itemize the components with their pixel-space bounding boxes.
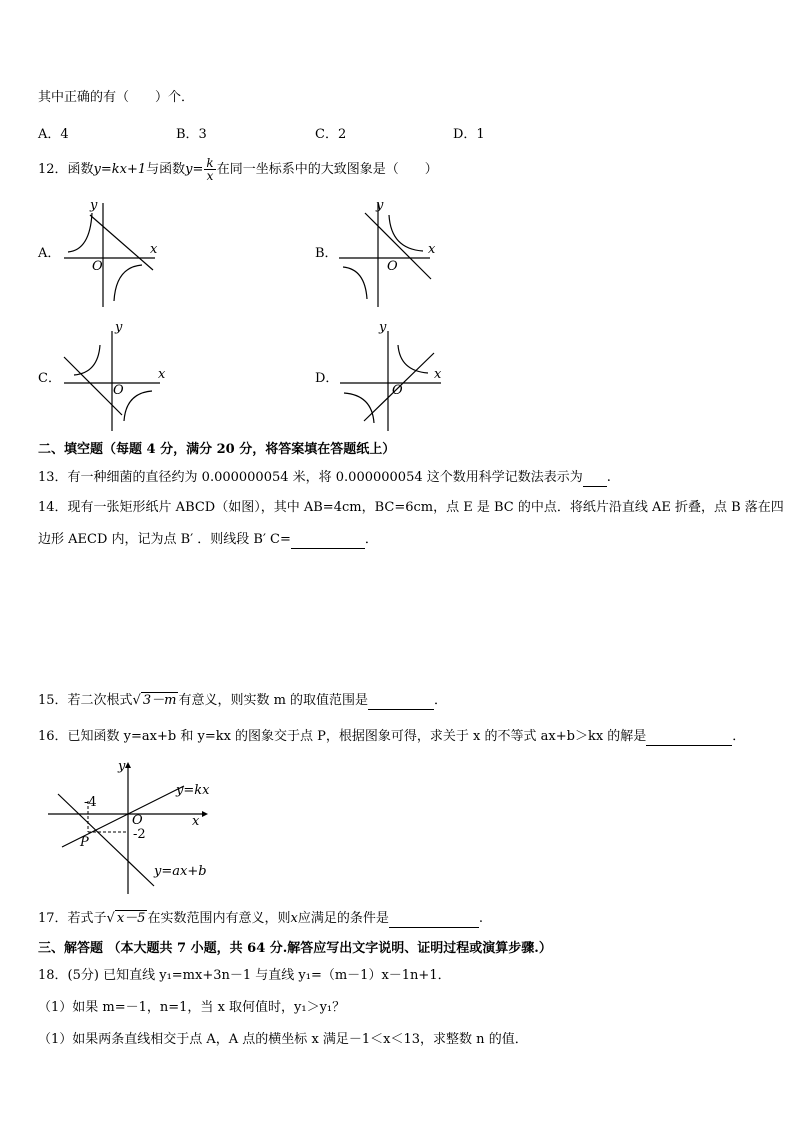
q14-line1: 14．现有一张矩形纸片 ABCD（如图），其中 AB=4cm，BC=6cm，点 E 是 BC 的中点．将纸片沿直线 AE 折叠，点 B 落在四: [38, 500, 784, 515]
q12-c-x-label: x: [158, 367, 166, 382]
q17-answer-blank[interactable]: [389, 913, 479, 928]
section-2-heading: 二、填空题（每题 4 分，满分 20 分，将答案填在答题纸上）: [38, 442, 396, 457]
q15-text: 15．若二次根式√ 3－m 有意义，则实数 m 的取值范围是 ．: [38, 693, 448, 708]
q17-radical: √ x－5: [106, 911, 146, 926]
q12-d-origin: O: [392, 383, 403, 398]
q15-answer-blank[interactable]: [368, 695, 434, 710]
q12-a-y-label: y: [90, 198, 98, 213]
q16-x-label: x: [192, 814, 200, 829]
q12-b-x-label: x: [428, 242, 436, 257]
q11-option-a: A．4: [38, 127, 69, 142]
q12-c-y-label: y: [115, 320, 123, 335]
q12-label-b: B．: [315, 246, 338, 261]
q16-line-kx-label: y=kx: [176, 783, 210, 798]
q16-text: 16．已知函数 y=ax+b 和 y=kx 的图象交于点 P，根据图象可得，求关于 x 的不等式 ax+b＞kx 的解是 ．: [38, 729, 746, 744]
q12-fraction: $\frac{k}{x}$: [206, 156, 214, 183]
section-3-heading: 三、解答题 （本大题共 7 小题，共 64 分.解答应写出文字说明、证明过程或演算步骤.）: [38, 941, 552, 956]
q14-answer-blank[interactable]: [291, 534, 365, 549]
q12-d-x-label: x: [434, 367, 442, 382]
q11-option-b: B．3: [176, 127, 207, 142]
q16-line-axb-label: y=ax+b: [154, 864, 207, 879]
q18-line3: （1）如果两条直线相交于点 A，A 点的横坐标 x 满足－1＜x＜13，求整数 n 的值．: [38, 1032, 528, 1047]
q18-line1: 18．(5分) 已知直线 y₁=mx+3n－1 与直线 y₁=（m－1）x－1n+1．: [38, 968, 451, 983]
q12-label-c: C．: [38, 371, 61, 386]
q16-tick-y: -2: [133, 827, 146, 842]
q18-line2: （1）如果 m=－1，n=1，当 x 取何值时，y₁＞y₁？: [38, 1000, 346, 1015]
q13-text: 13．有一种细菌的直径约为 0.000000054 米，将 0.000000054 这个数用科学记数法表示为 .: [38, 470, 611, 485]
q12-graph-c: [60, 323, 170, 435]
q12-question: 12．函数y=kx+1与函数y= $\frac{k}{x}$ 在同一坐标系中的大致图象是（ ）: [38, 156, 438, 183]
q16-answer-blank[interactable]: [646, 731, 732, 746]
q11-option-c: C．2: [315, 127, 347, 142]
q14-line2: 边形 AECD 内，记为点 B′ ．则线段 B′ C= ．: [38, 532, 378, 547]
q16-origin: O: [132, 813, 143, 828]
q12-c-origin: O: [113, 383, 124, 398]
q12-label-d: D．: [315, 371, 339, 386]
q12-b-y-label: y: [376, 198, 384, 213]
q15-radical: √ 3－m: [132, 693, 177, 708]
q12-b-origin: O: [387, 259, 398, 274]
q12-label-a: A．: [38, 246, 61, 261]
q16-point-p: P: [80, 835, 89, 850]
q12-a-x-label: x: [150, 242, 158, 257]
q12-a-origin: O: [92, 259, 103, 274]
q11-question: 其中正确的有（ ）个．: [38, 90, 195, 105]
q11-option-d: D．1: [453, 127, 485, 142]
q16-y-label: y: [118, 759, 126, 774]
q16-tick-x: -4: [84, 795, 97, 810]
q12-graph-d: [336, 323, 446, 435]
q13-answer-blank[interactable]: [583, 472, 607, 487]
q17-text: 17．若式子√ x－5 在实数范围内有意义，则x应满足的条件是 .: [38, 911, 483, 926]
q12-d-y-label: y: [379, 320, 387, 335]
